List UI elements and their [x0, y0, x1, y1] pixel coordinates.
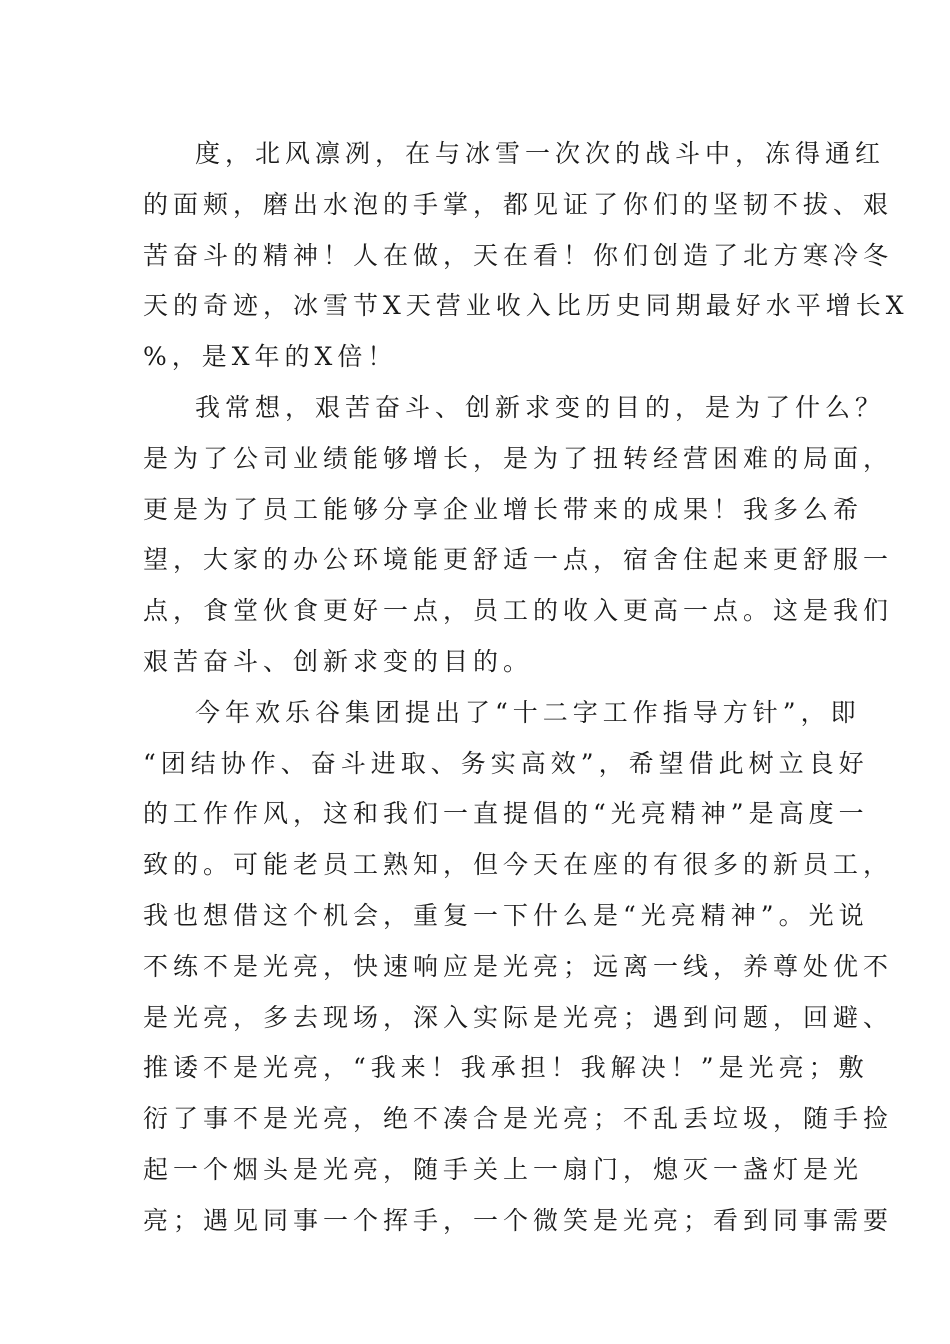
paragraph-line: 不练不是光亮，快速响应是光亮；远离一线，养尊处优不: [143, 951, 894, 981]
paragraph-line: 天的奇迹，冰雪节X天营业收入比历史同期最好水平增长X: [143, 291, 909, 321]
paragraph-line: 衍了事不是光亮，绝不凑合是光亮；不乱丢垃圾，随手捡: [143, 1104, 894, 1134]
paragraph-line: 是光亮，多去现场，深入实际是光亮；遇到问题，回避、: [143, 1002, 894, 1032]
paragraph-line: 致的。可能老员工熟知，但今天在座的有很多的新员工，: [143, 850, 894, 880]
paragraph-line: 苦奋斗的精神！人在做，天在看！你们创造了北方寒冷冬: [143, 240, 894, 270]
paragraph-line: 更是为了员工能够分享企业增长带来的成果！我多么希: [143, 494, 864, 524]
paragraph-line: 我也想借这个机会，重复一下什么是“光亮精神”。光说: [143, 900, 869, 930]
paragraph-line: 的面颊，磨出水泡的手掌，都见证了你们的坚韧不拔、艰: [143, 189, 894, 219]
paragraph-line: %，是X年的X倍！: [143, 342, 398, 372]
paragraph-line: 的工作作风，这和我们一直提倡的“光亮精神”是高度一: [143, 799, 869, 829]
paragraph-line: “团结协作、奋斗进取、务实高效”，希望借此树立良好: [143, 748, 869, 778]
paragraph-line: 艰苦奋斗、创新求变的目的。: [143, 646, 534, 676]
paragraph-line: 推诿不是光亮，“我来！我承担！我解决！”是光亮；敷: [143, 1053, 869, 1083]
paragraph-line: 亮；遇见同事一个挥手，一个微笑是光亮；看到同事需要: [143, 1205, 894, 1235]
document-body: [143, 129, 909, 1247]
paragraph-line: 度，北风凛冽，在与冰雪一次次的战斗中，冻得通红: [195, 139, 886, 168]
paragraph-line: 起一个烟头是光亮，随手关上一扇门，熄灭一盏灯是光: [143, 1154, 864, 1184]
paragraph-line: 今年欢乐谷集团提出了“十二字工作指导方针”，即: [195, 697, 861, 727]
paragraph-line: 望，大家的办公环境能更舒适一点，宿舍住起来更舒服一: [143, 545, 894, 575]
paragraph-line: 点，食堂伙食更好一点，员工的收入更高一点。这是我们: [143, 596, 894, 626]
paragraph-line: 我常想，艰苦奋斗、创新求变的目的，是为了什么？: [195, 392, 886, 422]
paragraph-line: 是为了公司业绩能够增长，是为了扭转经营困难的局面，: [143, 443, 894, 473]
